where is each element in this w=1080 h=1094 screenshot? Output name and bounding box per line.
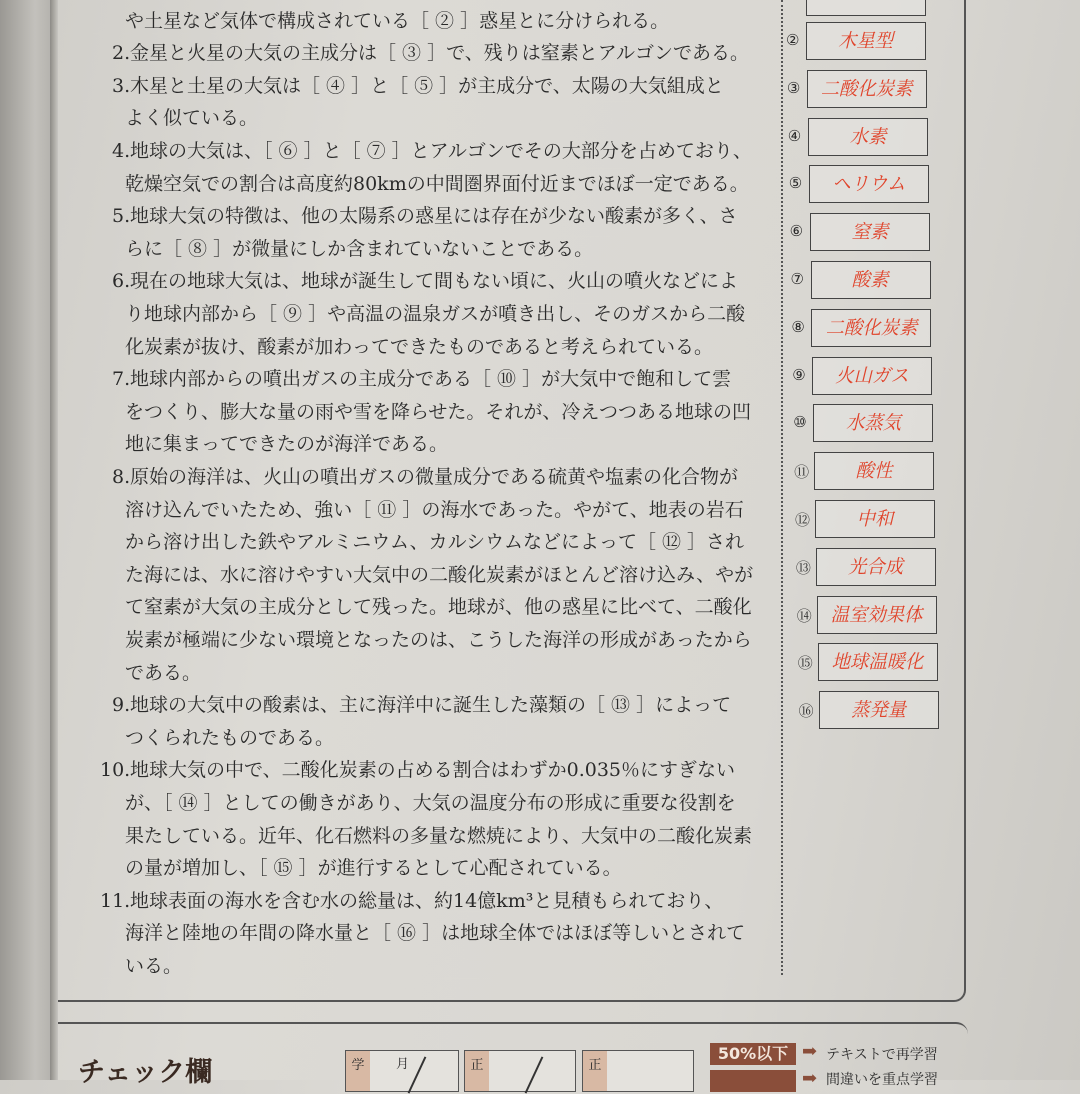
question-text: 化炭素が抜け、酸素が加わってできたものであると考えられている。 xyxy=(125,335,714,358)
answer-number: ⑪ xyxy=(794,463,810,482)
question-text: らに［ ⑧ ］が微量にしか含まれていないことである。 xyxy=(125,237,594,260)
question-text: り地球内部から［ ⑨ ］や高温の温泉ガスが噴き出し、そのガスから二酸 xyxy=(125,303,746,325)
question-text: が、［ ⑭ ］としての働きがあり、大気の温度分布の形成に重要な役割を xyxy=(125,792,736,814)
question-text: 地球内部からの噴出ガスの主成分である［ ⑩ ］が大気中で飽和して雲 xyxy=(130,368,732,391)
question-line xyxy=(125,106,258,130)
answer-number: ⑦ xyxy=(790,270,804,288)
correct-label-2: 正 xyxy=(583,1051,607,1091)
question-item xyxy=(112,269,738,293)
question-number: 2. xyxy=(112,42,131,65)
question-line xyxy=(125,530,744,554)
arrow-right-icon: ➡ xyxy=(802,1068,818,1089)
answer-box[interactable]: 地球温暖化 xyxy=(818,643,938,681)
answer-number: ⑫ xyxy=(795,511,811,529)
question-text: よく似ている。 xyxy=(125,107,259,130)
answer-box[interactable]: 窒素 xyxy=(810,213,930,251)
adjacent-page-edge xyxy=(0,0,50,1080)
check-title: チェック欄 xyxy=(78,1057,213,1088)
answer-number: ④ xyxy=(787,126,802,145)
question-text: から溶け出した鉄やアルミニウム、カルシウムなどによって［ ⑫ ］され xyxy=(125,531,745,554)
question-text: 原始の海洋は、火山の噴出ガスの微量成分である硫黄や塩素の化合物が xyxy=(130,466,739,488)
answer-box[interactable]: 光合成 xyxy=(816,548,936,586)
question-text: 溶け込んでいたため、強い［ ⑪ ］の海水であった。やがて、地表の岩石 xyxy=(125,498,744,521)
question-text: 地球の大気は、［ ⑥ ］と［ ⑦ ］とアルゴンでその大部分を占めており、 xyxy=(130,140,752,162)
question-text: 地球大気の中で、二酸化炭素の占める割合はわずか0.035％にすぎない xyxy=(130,759,736,782)
question-text: 金星と火星の大気の主成分は［ ③ ］で、残りは窒素とアルゴンである。 xyxy=(130,42,749,65)
question-line xyxy=(125,791,736,815)
question-item xyxy=(112,367,731,391)
slash xyxy=(408,1056,427,1093)
question-line xyxy=(125,628,752,652)
question-line xyxy=(125,172,749,196)
question-item xyxy=(100,889,723,913)
advice-focus: 間違いを重点学習 xyxy=(826,1072,938,1088)
question-text: 海洋と陸地の年間の降水量と［ ⑯ ］は地球全体ではほぼ等しいとされて xyxy=(125,922,746,945)
answer-box[interactable]: 酸素 xyxy=(811,261,931,299)
month-label: 月 xyxy=(396,1057,410,1072)
question-line xyxy=(125,856,622,880)
question-text: 地球大気の特徴は、他の太陽系の惑星には存在が少ない酸素が多く、さ xyxy=(130,205,738,228)
question-line xyxy=(125,302,745,326)
threshold-badge-50: 50%以下 xyxy=(710,1043,796,1065)
question-number: 7. xyxy=(112,368,131,391)
question-text: である。 xyxy=(125,661,202,684)
answer-box[interactable]: 蒸発量 xyxy=(819,691,939,729)
answer-number: ⑥ xyxy=(789,222,804,241)
question-item xyxy=(112,465,738,489)
question-text: 果たしている。近年、化石燃料の多量な燃焼により、大気中の二酸化炭素 xyxy=(125,824,753,847)
question-item xyxy=(112,204,738,228)
question-line xyxy=(125,335,713,359)
question-text: 木星と土星の大気は［ ④ ］と［ ⑤ ］が主成分で、太陽の大気組成と xyxy=(130,74,724,97)
answer-box[interactable] xyxy=(806,0,926,16)
answer-number: ⑩ xyxy=(793,413,807,432)
question-line xyxy=(125,563,753,587)
threshold-badge-2 xyxy=(710,1070,796,1092)
answer-number: ③ xyxy=(786,78,801,97)
question-item xyxy=(112,693,731,717)
study-date-box[interactable] xyxy=(345,1050,459,1092)
answer-box[interactable]: 火山ガス xyxy=(812,357,932,395)
answer-box[interactable]: 酸性 xyxy=(814,452,934,490)
question-number: 11. xyxy=(100,889,131,912)
question-item xyxy=(112,139,752,163)
arrow-right-icon: ➡ xyxy=(802,1041,818,1062)
question-number: 4. xyxy=(112,140,131,162)
answer-box[interactable]: 水素 xyxy=(808,118,928,156)
question-number: 9. xyxy=(112,694,131,717)
answer-box[interactable]: 木星型 xyxy=(806,22,926,60)
question-text: つくられたものである。 xyxy=(125,726,335,749)
answer-number: ⑮ xyxy=(797,654,813,673)
question-number: 6. xyxy=(112,270,131,293)
question-number: 8. xyxy=(112,466,131,488)
question-text: 乾燥空気での割合は高度約80kmの中間圏界面付近までほぼ一定である。 xyxy=(125,172,749,195)
answer-box[interactable]: 二酸化炭素 xyxy=(811,309,931,347)
question-text: た海には、水に溶けやすい大気中の二酸化炭素がほとんど溶け込み、やが xyxy=(125,563,754,586)
answer-box[interactable]: 中和 xyxy=(815,500,935,538)
question-number: 5. xyxy=(112,205,131,228)
question-number: 10. xyxy=(100,759,131,782)
answer-box[interactable]: 温室効果体 xyxy=(817,596,937,634)
question-text: 現在の地球大気は、地球が誕生して間もない頃に、火山の噴火などによ xyxy=(130,270,739,293)
question-text: 地球の大気中の酸素は、主に海洋中に誕生した藻類の［ ⑬ ］によって xyxy=(130,694,732,717)
question-text: て窒素が大気の主成分として残った。地球が、他の惑星に比べて、二酸化 xyxy=(125,596,752,619)
question-text: をつくり、膨大な量の雨や雪を降らせた。それが、冷えつつある地球の凹 xyxy=(125,400,752,423)
question-text: 炭素が極端に少ない環境となったのは、こうした海洋の形成があったから xyxy=(125,629,752,651)
question-text: 地に集まってできたのが海洋である。 xyxy=(125,433,449,456)
question-text: 地球表面の海水を含む水の総量は、約14億km³と見積もられており、 xyxy=(130,889,724,912)
answer-box[interactable]: 二酸化炭素 xyxy=(807,70,927,108)
question-line xyxy=(125,595,752,619)
question-line xyxy=(125,237,593,261)
question-item xyxy=(100,758,735,782)
advice-relearn: テキストで再学習 xyxy=(826,1047,938,1063)
answer-number: ⑯ xyxy=(798,702,814,721)
answer-number: ⑭ xyxy=(796,606,812,625)
question-text: や土星など気体で構成されている［ ② ］惑星とに分けられる。 xyxy=(125,9,670,32)
question-item xyxy=(112,74,724,98)
question-line xyxy=(125,498,744,522)
page-gutter xyxy=(50,0,58,1080)
question-line xyxy=(125,726,334,750)
answer-box[interactable]: ヘリウム xyxy=(809,165,929,203)
question-line xyxy=(125,954,182,978)
answer-number: ⑨ xyxy=(792,365,806,384)
answer-box[interactable]: 水蒸気 xyxy=(813,404,933,442)
question-item xyxy=(112,41,749,65)
slash xyxy=(525,1056,544,1093)
question-line xyxy=(125,921,745,945)
score-box-1[interactable] xyxy=(464,1050,576,1092)
answer-number: ⑧ xyxy=(791,317,805,336)
score-box-2[interactable] xyxy=(582,1050,694,1092)
question-line xyxy=(125,661,201,685)
correct-label-1: 正 xyxy=(465,1051,489,1091)
question-text: いる。 xyxy=(125,955,183,977)
dotted-divider xyxy=(781,0,783,975)
question-line xyxy=(125,432,448,456)
answer-number: ⑬ xyxy=(795,558,811,577)
question-line xyxy=(125,400,751,424)
question-number: 3. xyxy=(112,74,131,97)
question-text: の量が増加し、［ ⑮ ］が進行するとして心配されている。 xyxy=(125,857,622,880)
question-line xyxy=(125,9,669,33)
question-line xyxy=(125,824,752,848)
study-label: 学 xyxy=(346,1051,370,1091)
answer-number: ⑤ xyxy=(788,174,803,193)
answer-number: ② xyxy=(786,31,800,49)
